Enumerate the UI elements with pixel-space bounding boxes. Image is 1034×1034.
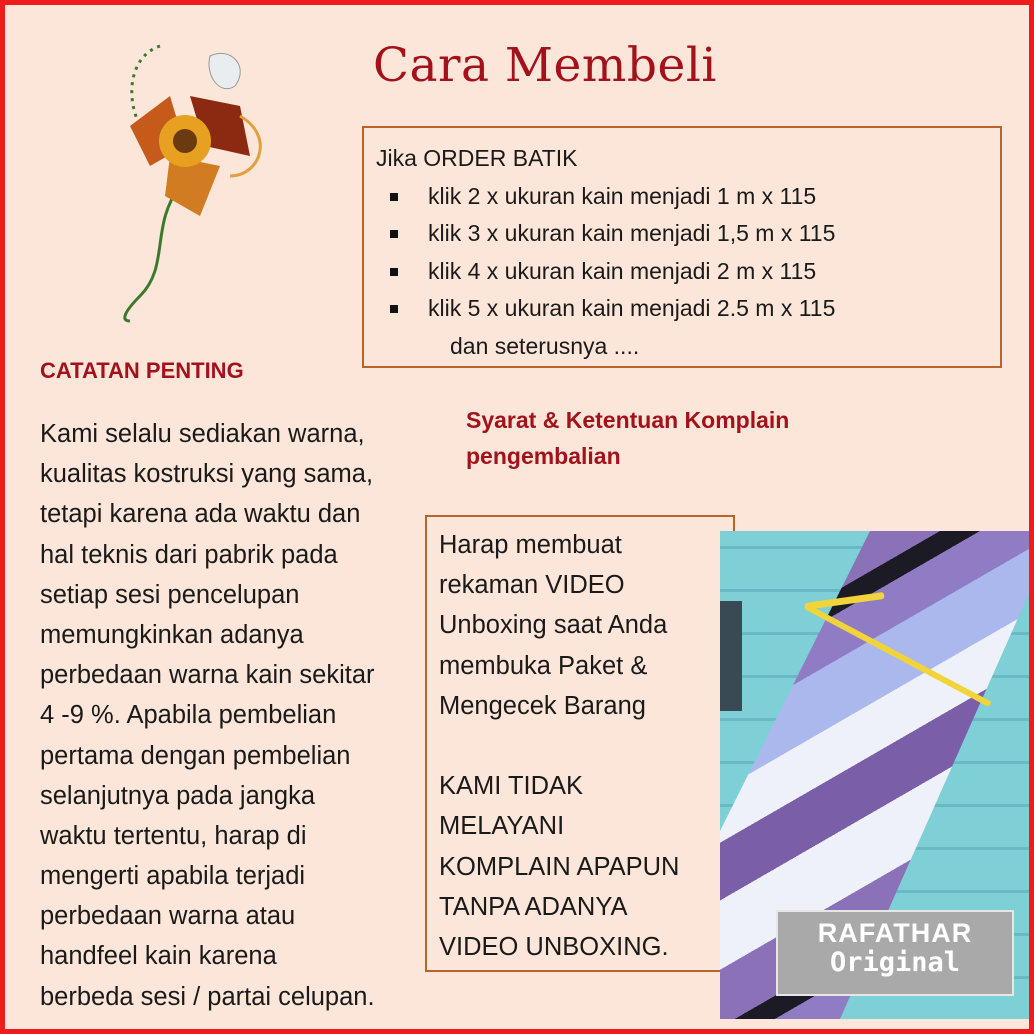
- text-line: perbedaan warna kain sekitar: [40, 661, 375, 690]
- text-line: Kami selalu sediakan warna,: [40, 420, 365, 448]
- page-title: Cara Membeli: [373, 38, 717, 93]
- brand-sub: Original: [829, 947, 961, 978]
- order-item: klik 2 x ukuran kain menjadi 1 m x 115: [376, 178, 988, 216]
- syarat-heading-line: Syarat & Ketentuan Komplain: [466, 407, 790, 433]
- text-line: MELAYANI: [439, 812, 565, 841]
- text-line: kualitas kostruksi yang sama,: [40, 460, 374, 489]
- text-line: selanjutnya pada jangka: [40, 781, 316, 810]
- text-line: berbeda sesi / partai celupan.: [40, 982, 375, 1011]
- text-line: TANPA ADANYA: [439, 892, 628, 921]
- text-line: pertama dengan pembelian: [40, 741, 351, 770]
- complaint-box: [425, 515, 735, 972]
- text-line: KOMPLAIN APAPUN: [439, 852, 680, 881]
- book-prop: [720, 601, 742, 711]
- text-line: setiap sesi pencelupan: [40, 580, 300, 609]
- catatan-heading: CATATAN PENTING: [40, 358, 244, 383]
- order-tail: dan seterusnya ....: [450, 332, 640, 359]
- brand-watermark: [776, 910, 1014, 996]
- text-line: membuka Paket &: [439, 651, 648, 680]
- text-line: KAMI TIDAK: [439, 772, 584, 801]
- text-line: memungkinkan adanya: [40, 620, 304, 649]
- order-item: klik 5 x ukuran kain menjadi 2.5 m x 115: [376, 290, 988, 328]
- text-line: tetapi karena ada waktu dan: [40, 500, 361, 529]
- order-instructions-box: [362, 126, 1002, 368]
- order-heading: Jika ORDER BATIK: [376, 145, 578, 171]
- text-line: [439, 726, 721, 766]
- text-line: hal teknis dari pabrik pada: [40, 540, 338, 569]
- autumn-flower-decoration: [110, 36, 280, 326]
- text-line: Unboxing saat Anda: [439, 611, 668, 640]
- syarat-heading-line: pengembalian: [466, 443, 621, 469]
- order-item: klik 3 x ukuran kain menjadi 1,5 m x 115: [376, 215, 988, 253]
- text-line: 4 -9 %. Apabila pembelian: [40, 701, 337, 730]
- text-line: Mengecek Barang: [439, 691, 646, 720]
- order-list: [376, 178, 988, 328]
- text-line: Harap membuat: [439, 531, 622, 559]
- text-line: handfeel kain karena: [40, 942, 277, 971]
- text-line: waktu tertentu, harap di: [40, 821, 307, 850]
- text-line: mengerti apabila terjadi: [40, 862, 306, 891]
- order-item: klik 4 x ukuran kain menjadi 2 m x 115: [376, 253, 988, 291]
- text-line: rekaman VIDEO: [439, 571, 625, 600]
- brand-name: RAFATHAR: [817, 918, 973, 948]
- syarat-heading: [466, 402, 789, 474]
- catatan-paragraph: [40, 414, 375, 1017]
- text-line: perbedaan warna atau: [40, 902, 296, 931]
- text-line: VIDEO UNBOXING.: [439, 932, 669, 961]
